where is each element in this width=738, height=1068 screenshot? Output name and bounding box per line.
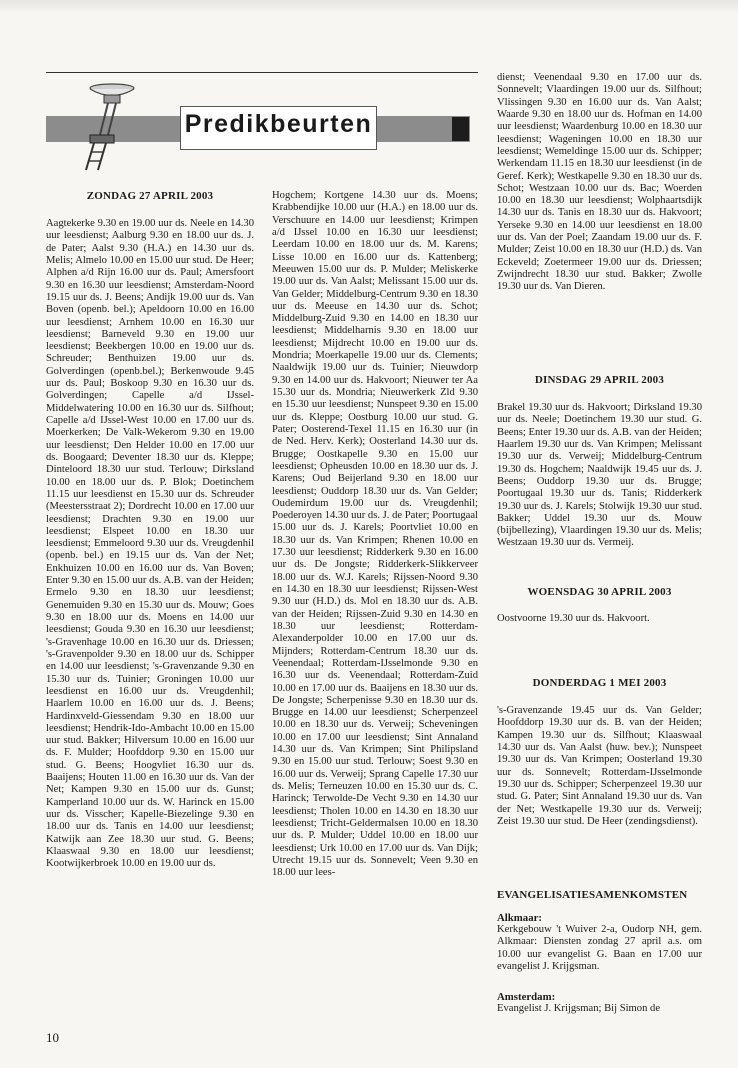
subheading-alkmaar: Alkmaar:: [497, 912, 542, 924]
heading-dinsdag: DINSDAG 29 APRIL 2003: [534, 374, 665, 386]
subheading-amsterdam: Amsterdam:: [497, 991, 556, 1003]
text-donderdag: 's-Gravenzande 19.45 uur ds. Van Gelder; Hoofddorp 19.30 uur ds. B. van der Heiden; Kampen 19.30 uur ds. Silfhout; Klaaswaal 14.30 uur ds. Van Aalst (huw. bev.); Nunspeet 19.30 uur ds. Van Krimpen; Oosterland 19.30 uur ds. Sonnevelt; Rotterdam-IJsselmonde 19.30 uur ds. Schipper; Scherpenzeel 19.30 uur stud. G. Pater; Sint Annaland 19.30 uur ds. Van der Net; Westkapelle 19.30 uur ds. Verweij; Zeist 19.30 uur stud. De Heer (zendingsdienst).: [497, 705, 702, 827]
page-edge: [0, 0, 738, 14]
text-dinsdag: Brakel 19.30 uur ds. Hakvoort; Dirksland 19.30 uur ds. Neele; Doetinchem 19.30 uur stud. G. Beens; Enter 19.30 uur ds. A.B. van der Heiden; Haarlem 19.30 uur ds. Van Krimpen; Melissant 19.30 uur ds. Verweij; Middelburg-Centrum 19.30 ds. Hogchem; Naaldwijk 19.45 uur ds. J. Beens; Ouddorp 19.30 uur ds. Brugge; Poortugaal 19.30 uur ds. Tanis; Ridderkerk 19.30 uur ds. J. Karels; Stolwijk 19.30 uur stud. Bakker; Uddel 19.30 uur ds. Mouw (bijbellezing), Vlaardingen 19.30 uur ds. Melis; Westzaan 19.30 uur ds. Vermeij.: [497, 402, 702, 549]
lamp-icon: [60, 80, 164, 172]
heading-donderdag: DONDERDAG 1 MEI 2003: [532, 677, 667, 689]
heading-woensdag: WOENSDAG 30 APRIL 2003: [527, 586, 672, 598]
column-zondag-2: Hogchem; Kortgene 14.30 uur ds. Moens; Krabbendijke 10.00 uur (H.A.) en 18.00 uur ds. Verschuure en 14.00 uur leesdienst; Krimpen a/d IJssel 10.00 en 16.30 uur leesdienst; Leerdam 10.00 en 18.00 uur ds. M. Karens; Lisse 10.00 en 16.00 uur ds. Kattenberg; Meeuwen 15.00 uur ds. P. Mulder; Meliskerke 19.00 uur ds. Van Aalst; Melissant 15.00 uur ds. Van Gelder; Middelburg-Centrum 9.30 en 18.30 uur ds. Meeuse en 14.30 uur ds. Schot; Middelburg-Zuid 9.30 en 14.00 en 18.30 uur leesdienst; Middelharnis 9.30 en 18.00 uur leesdienst; Mijdrecht 10.00 en 19.00 uur ds. Mondria; Moerkapelle 19.00 uur ds. Clements; Naaldwijk 19.00 uur ds. Tuinier; Nieuwdorp 9.30 en 14.00 uur ds. Hakvoort; Nieuwer ter Aa 15.30 uur ds. Mondria; Nieuwerkerk Zld 9.30 en 15.30 uur leesdienst; Nunspeet 9.30 en 15.00 uur ds. Kleppe; Oostburg 10.00 uur stud. G. Pater; Oosterend-Texel 11.15 en 16.30 uur (in de Ned. Herv. Kerk); Oosterland 14.30 uur ds. Brugge; Oostkapelle 9.30 en 15.00 uur leesdienst; Opheusden 10.00 en 18.30 uur ds. J. Karens; Oud Beijerland 9.30 en 18.00 uur leesdienst; Ouddorp 18.30 uur ds. Van Gelder; Oudemirdum 19.00 uur ds. Vreugdenhil; Poederoyen 14.30 uur ds. J. de Pater; Poortugaal 15.00 uur ds. J. Karels; Poortvliet 10.00 en 18.30 uur ds. Van Krimpen; Rhenen 10.00 en 17.30 uur leesdienst; Ridderkerk 9.30 en 16.00 uur ds. De Jongste; Ridderkerk-Slikkerveer 18.00 uur ds. W.J. Karels; Rijssen-Noord 9.30 en 14.30 en 18.30 uur leesdienst; Rijssen-West 9.30 uur (H.D.) ds. Mol en 18.30 uur ds. A.B. van der Heiden; Rijssen-Zuid 9.30 en 14.30 en 18.30 uur leesdienst; Rotterdam-Alexanderpolder 10.00 en 17.00 uur ds. Mijnders; Rotterdam-Centrum 18.30 uur ds. Veenendaal; Rotterdam-IJsselmonde 9.30 en 16.30 uur ds. Veenendaal; Rotterdam-Zuid 10.00 en 17.00 uur ds. Baaijens en 18.30 uur ds. De Jongste; Scherpenisse 9.30 en 18.30 uur ds. Brugge en 14.00 uur leesdienst; Scherpenzeel 10.00 en 18.30 uur ds. Verweij; Scheveningen 10.00 en 17.00 uur leesdienst; Sint Annaland 14.30 uur ds. Van Krimpen; Sint Philipsland 9.30 en 15.00 uur stud. Terlouw; Soest 9.30 en 16.00 uur ds. Verweij; Sprang Capelle 17.30 uur ds. Melis; Terneuzen 10.00 en 15.30 uur ds. C. Harinck; Terwolde-De Vecht 9.30 en 14.30 uur leesdienst; Tholen 10.00 en 14.30 en 18.30 uur leesdienst; Tricht-Geldermalsen 10.00 en 18.30 uur ds. P. Mulder; Uddel 10.00 en 18.00 uur leesdienst; Urk 10.00 en 17.00 uur ds. Van Dijk; Utrecht 19.15 uur ds. Sonnevelt; Veen 9.30 en 18.00 uur lees-: [272, 190, 478, 879]
text-amsterdam: Evangelist J. Krijgsman; Bij Simon de: [497, 1003, 661, 1014]
text-woensdag: Oostvoorne 19.30 uur ds. Hakvoort.: [497, 613, 650, 624]
heading-zondag: ZONDAG 27 APRIL 2003: [86, 190, 214, 202]
text-alkmaar: Kerkgebouw 't Wuiver 2-a, Oudorp NH, gem. Alkmaar: Diensten zondag 27 april a.s. om 10.00 uur evangelist G. Baan en 17.00 uur evangelist J. Krijgsman.: [497, 924, 702, 972]
page-title: Predikbeurten: [184, 110, 373, 138]
page-number: 10: [46, 1030, 59, 1045]
column-zondag-3: dienst; Veenendaal 9.30 en 17.00 uur ds. Sonnevelt; Vlaardingen 19.00 uur ds. Silfhout; Vlissingen 9.30 en 16.00 uur ds. Van Aalst; Waarde 9.30 en 18.00 uur ds. Hofman en 14.00 uur leesdienst; Waardenburg 10.00 en 18.30 uur leesdienst; Wageningen 10.00 en 18.30 uur leesdienst; Wemeldinge 15.00 uur ds. Schipper; Werkendam 11.15 en 18.30 uur leesdienst (in de Geref. Kerk); Westkapelle 9.30 en 18.30 uur ds. Schot; Westzaan 10.00 uur ds. Bac; Woerden 10.00 en 18.30 uur leesdienst; Wolphaartsdijk 14.30 uur ds. Tanis en 18.30 uur ds. Hakvoort; Yerseke 9.30 en 14.00 uur leesdienst en 18.00 uur ds. Van der Poel; Zaandam 19.00 uur ds. F. Mulder; Zeist 10.00 en 18.30 uur (H.D.) ds. Van Eckeveld; Zoetermeer 19.00 uur ds. Driessen; Zwijndrecht 18.30 uur stud. Bakker; Zwolle 19.30 uur ds. Van Dieren.: [497, 72, 702, 293]
column-zondag-1: Aagtekerke 9.30 en 19.00 uur ds. Neele en 14.30 uur leesdienst; Aalburg 9.30 en 18.00 uur ds. J. de Pater; Aalst 9.30 (H.A.) en 14.30 uur ds. Melis; Almelo 10.00 en 15.00 uur stud. De Heer; Alphen a/d Rijn 16.00 uur ds. Paul; Amersfoort 9.30 en 16.30 uur leesdienst; Amsterdam-Noord 19.15 uur ds. J. Beens; Andijk 19.00 uur ds. Van Boven (openb. bel.); Apeldoorn 10.00 en 16.00 uur leesdienst; Arnhem 10.00 en 16.30 uur leesdienst; Barneveld 9.30 en 19.00 uur leesdienst; Beekbergen 10.00 en 19.00 uur ds. Schreuder; Benthuizen 19.00 uur ds. Golverdingen (openb.bel.); Berkenwoude 9.45 uur ds. Paul; Boskoop 9.30 en 16.30 uur ds. Golverdingen; Capelle a/d IJssel-Middelwatering 10.00 en 16.30 uur ds. Silfhout; Capelle a/d IJssel-West 10.00 en 17.00 uur ds. Moerkerken; De Valk-Wekerom 9.30 en 19.00 uur leesdienst; Den Helder 10.00 en 17.00 uur ds. Boogaard; Deventer 18.30 uur ds. Kleppe; Dinteloord 18.30 uur stud. Terlouw; Dirksland 10.00 en 18.00 uur ds. P. Blok; Doetinchem 11.15 uur leesdienst en 15.30 uur ds. Schreuder (Meestersstraat 2); Dordrecht 10.00 en 17.00 uur leesdienst; Drachten 9.30 en 19.00 uur leesdienst; Elspeet 10.00 en 18.30 uur leesdienst; Emmeloord 9.30 uur ds. Vreugdenhil (openb. bel.) en 19.15 uur ds. Van der Net; Enkhuizen 10.00 en 16.00 uur ds. Van Boven; Enter 9.30 en 15.00 uur ds. A.B. van der Heiden; Ermelo 9.30 en 18.30 uur leesdienst; Genemuiden 9.30 en 15.30 uur ds. Mouw; Goes 9.30 en 18.00 uur ds. Moens en 14.00 uur leesdienst; Gouda 9.30 en 16.30 uur leesdienst; 's-Gravenhage 10.00 en 16.30 uur ds. Driessen; 's-Gravenpolder 9.30 en 18.00 uur ds. Schipper en 14.00 uur leesdienst; 's-Gravenzande 9.30 en 15.30 uur ds. Tuinier; Groningen 10.00 uur leesdienst en 16.00 uur ds. Vreugdenhil; Haarlem 10.00 en 16.00 uur ds. J. Beens; Hardinxveld-Giessendam 9.30 en 18.00 uur leesdienst; Hendrik-Ido-Ambacht 10.00 en 15.00 uur stud. Bakker; Hilversum 10.00 en 16.00 uur ds. F. Mulder; Hoofddorp 9.30 en 15.00 uur stud. G. Beens; Hoogvliet 16.30 uur ds. Baaijens; Houten 11.00 en 16.30 uur ds. Van der Net; Kampen 9.30 en 15.00 uur ds. Gunst; Kamperland 10.00 uur ds. W. Harinck en 15.00 uur ds. Visscher; Kapelle-Biezelinge 9.30 en 18.00 uur ds. Tanis en 14.00 uur leesdienst; Katwijk aan Zee 18.30 uur stud. G. Beens; Klaaswaal 9.30 en 18.00 uur leesdienst; Kootwijkerbroek 10.00 en 19.00 uur ds.: [46, 218, 254, 870]
header-black-block: [452, 117, 469, 141]
heading-evangelisatie: EVANGELISATIESAMENKOMSTEN: [497, 889, 688, 901]
top-rule: [46, 72, 478, 73]
